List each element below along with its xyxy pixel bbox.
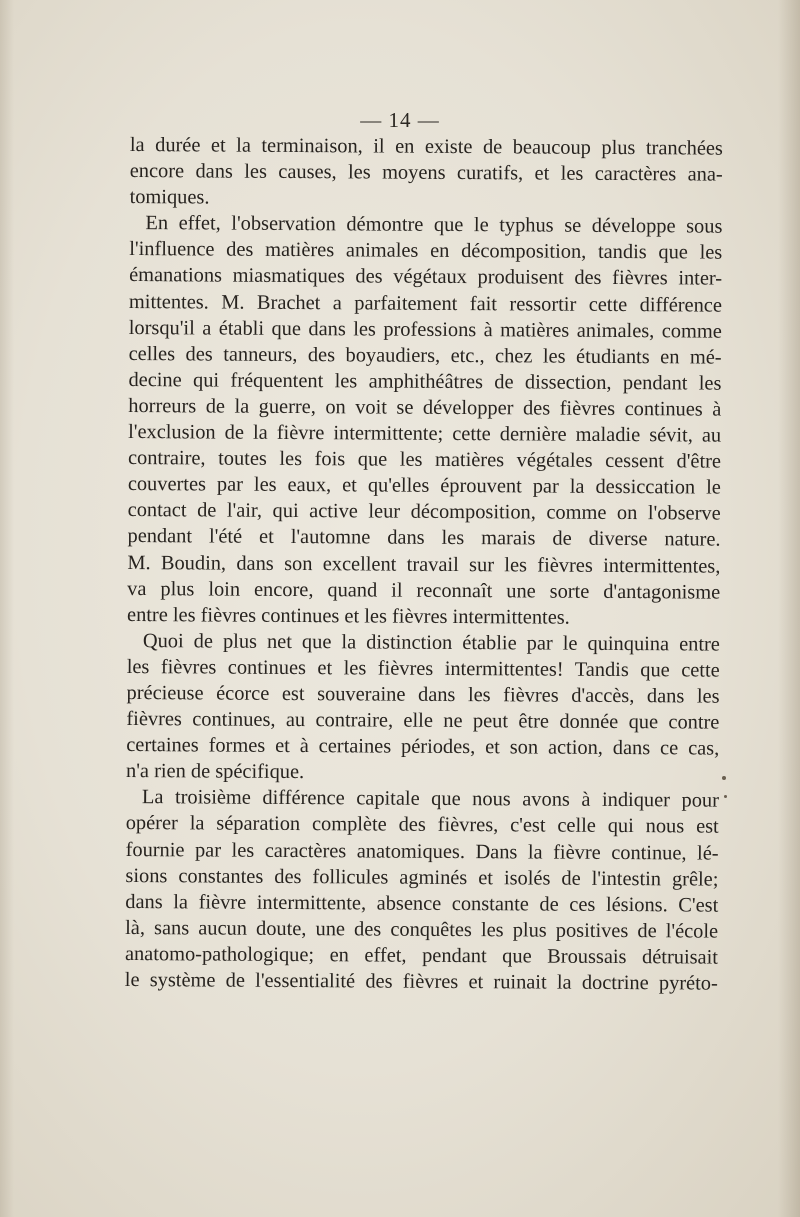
text-line: les fièvres continues et les fièvres intermittentes! Tandis que cette: [126, 655, 720, 682]
text-line: la durée et la terminaison, il en existe de beaucoup plus tranchées: [129, 133, 723, 160]
text-line: opérer la séparation complète des fièvres, c'est celle qui nous est: [125, 812, 719, 839]
text-line: decine qui fréquentent les amphithéâtres de dissection, pendant les: [128, 368, 722, 395]
text-line: celles des tanneurs, des boyaudiers, etc., chez les étudiants en mé-: [128, 342, 722, 369]
text-line: tomiques.: [129, 186, 210, 209]
text-line: fièvres continues, au contraire, elle ne peut être donnée que contre: [126, 708, 720, 734]
text-line: horreurs de la guerre, on voit se développer des fièvres continues à: [128, 394, 722, 421]
text-line: pendant l'été et l'automne dans les marais de diverse nature.: [127, 525, 721, 552]
text-line: Quoi de plus net que la distinction établie par le quinquina entre: [142, 629, 720, 656]
text-line: l'influence des matières animales en décomposition, tandis que les: [129, 238, 723, 264]
text-line: entre les fièvres continues et les fièvres intermittentes.: [126, 603, 570, 629]
ink-speck: [722, 776, 726, 780]
text-line: encore dans les causes, les moyens curatifs, et les caractères ana-: [129, 160, 723, 186]
text-line: le système de l'essentialité des fièvres et ruinait la doctrine pyréto-: [124, 968, 718, 995]
page-right-shadow: [778, 0, 800, 1217]
text-line: mittentes. M. Brachet a parfaitement fait ressortir cette différence: [128, 290, 723, 317]
text-line: émanations miasmatiques des végétaux produisent des fièvres inter-: [129, 264, 723, 291]
text-line: précieuse écorce est souveraine dans les fièvres d'accès, dans les: [126, 681, 720, 708]
text-line: fournie par les caractères anatomiques. Dans la fièvre continue, lé-: [125, 838, 719, 865]
text-line: va plus loin encore, quand il reconnaît une sorte d'antagonisme: [127, 577, 721, 604]
text-line: l'exclusion de la fièvre intermittente; cette dernière maladie sévit, au: [128, 421, 722, 447]
body-text: [125, 132, 723, 997]
text-line: dans la fièvre intermittente, absence constante de ces lésions. C'est: [125, 890, 719, 917]
text-line: couvertes par les eaux, et qu'elles éprouvent par la dessiccation le: [127, 473, 721, 499]
text-line: n'a rien de spécifique.: [126, 760, 305, 784]
page-left-shadow: [0, 0, 14, 1217]
text-line: M. Boudin, dans son excellent travail sur les fièvres intermittentes,: [127, 551, 721, 578]
ink-speck: [724, 795, 727, 798]
text-line: là, sans aucun doute, une des conquêtes les plus positives de l'école: [125, 916, 719, 943]
text-line: contact de l'air, qui active leur décomposition, comme on l'observe: [127, 499, 721, 525]
text-line: La troisième différence capitale que nous avons à indiquer pour: [141, 786, 719, 812]
text-line: certaines formes et à certaines périodes, et son action, dans ce cas,: [126, 734, 720, 760]
text-line: lorsqu'il a établi que dans les professions à matières animales, comme: [128, 316, 722, 343]
page-number: — 14 —: [360, 108, 440, 132]
text-line: sions constantes des follicules agminés et isolés de l'intestin grêle;: [125, 864, 719, 891]
text-line: En effet, l'observation démontre que le typhus se développe sous: [145, 212, 723, 238]
text-line: anatomo-pathologique; en effet, pendant que Broussais détruisait: [124, 942, 719, 969]
text-line: contraire, toutes les fois que les matières végétales cessent d'être: [127, 447, 722, 473]
